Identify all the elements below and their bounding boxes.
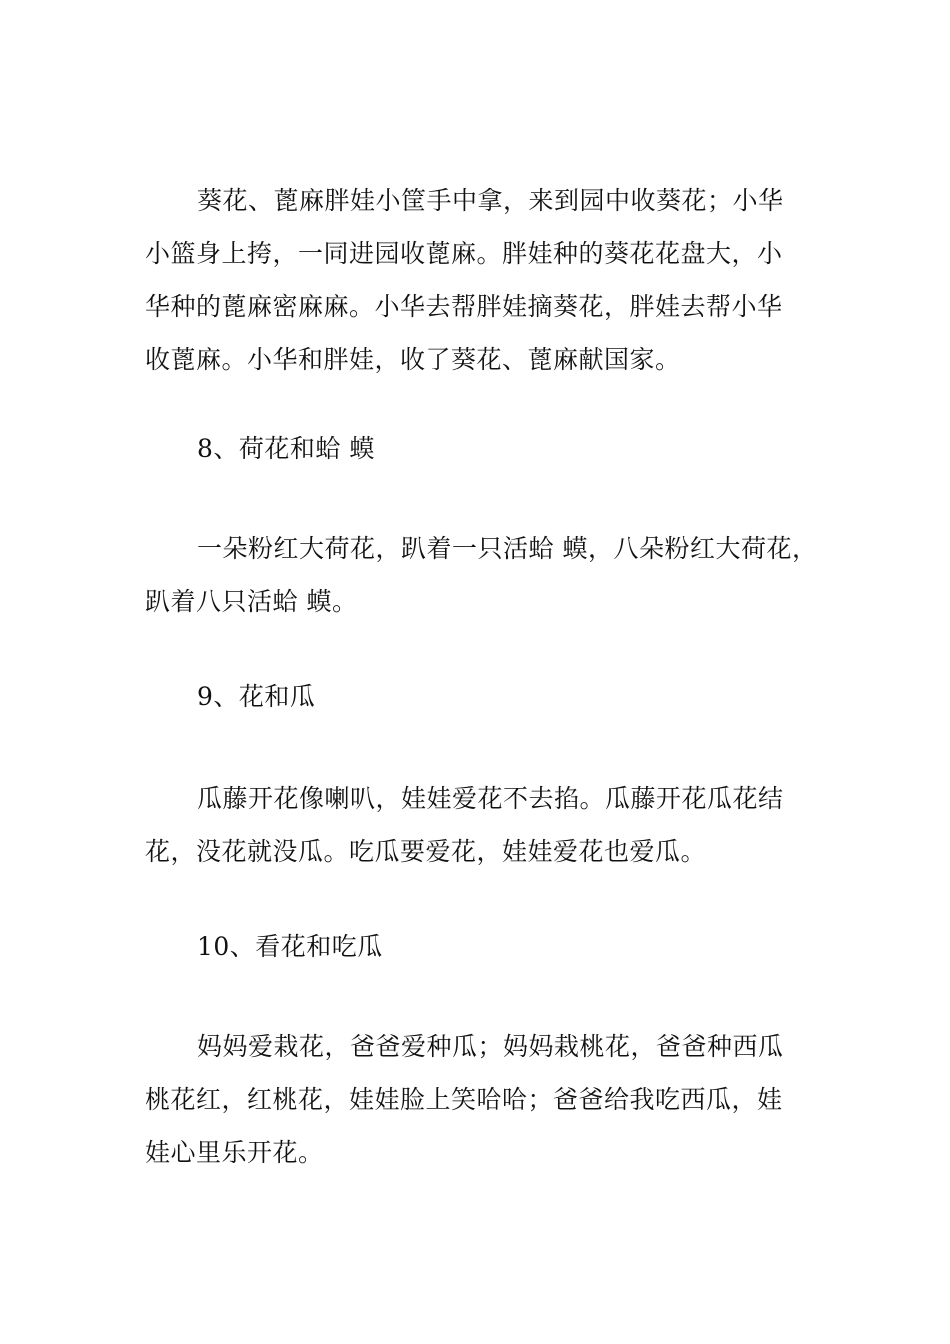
paragraph-line: 妈妈爱栽花，爸爸爱种瓜；妈妈栽桃花，爸爸种西瓜 [197,1032,784,1061]
paragraph-line: 花，没花就没瓜。吃瓜要爱花，娃娃爱花也爱瓜。 [145,837,707,866]
paragraph-line: 瓜藤开花像喇叭，娃娃爱花不去掐。瓜藤开花瓜花结 [197,784,784,813]
paragraph-watch-flowers-eat-melon [145,1020,825,1179]
section-heading-8 [145,422,825,475]
paragraph-sunflower-castor [145,174,825,386]
paragraph-line: 收蓖麻。小华和胖娃，收了葵花、蓖麻献国家。 [145,345,681,374]
section-heading-text: 10、看花和吃瓜 [197,932,383,961]
paragraph-line: 华种的蓖麻密麻麻。小华去帮胖娃摘葵花，胖娃去帮小华 [145,292,783,321]
paragraph-line: 葵花、蓖麻胖娃小筐手中拿，来到园中收葵花；小华 [197,186,784,215]
section-heading-9 [145,670,825,723]
paragraph-line: 小篮身上挎，一同进园收蓖麻。胖娃种的葵花花盘大，小 [145,239,783,268]
paragraph-lotus-toad [145,522,825,628]
section-heading-10 [145,920,825,973]
paragraph-line: 娃心里乐开花。 [145,1138,324,1167]
section-heading-text: 9、花和瓜 [197,682,316,711]
paragraph-line: 趴着八只活蛤 蟆。 [145,587,358,616]
paragraph-line: 桃花红，红桃花，娃娃脸上笑哈哈；爸爸给我吃西瓜，娃 [145,1085,783,1114]
section-heading-text: 8、荷花和蛤 蟆 [197,434,375,463]
paragraph-flower-melon [145,772,825,878]
paragraph-line: 一朵粉红大荷花，趴着一只活蛤 蟆，八朵粉红大荷花， [197,534,818,563]
